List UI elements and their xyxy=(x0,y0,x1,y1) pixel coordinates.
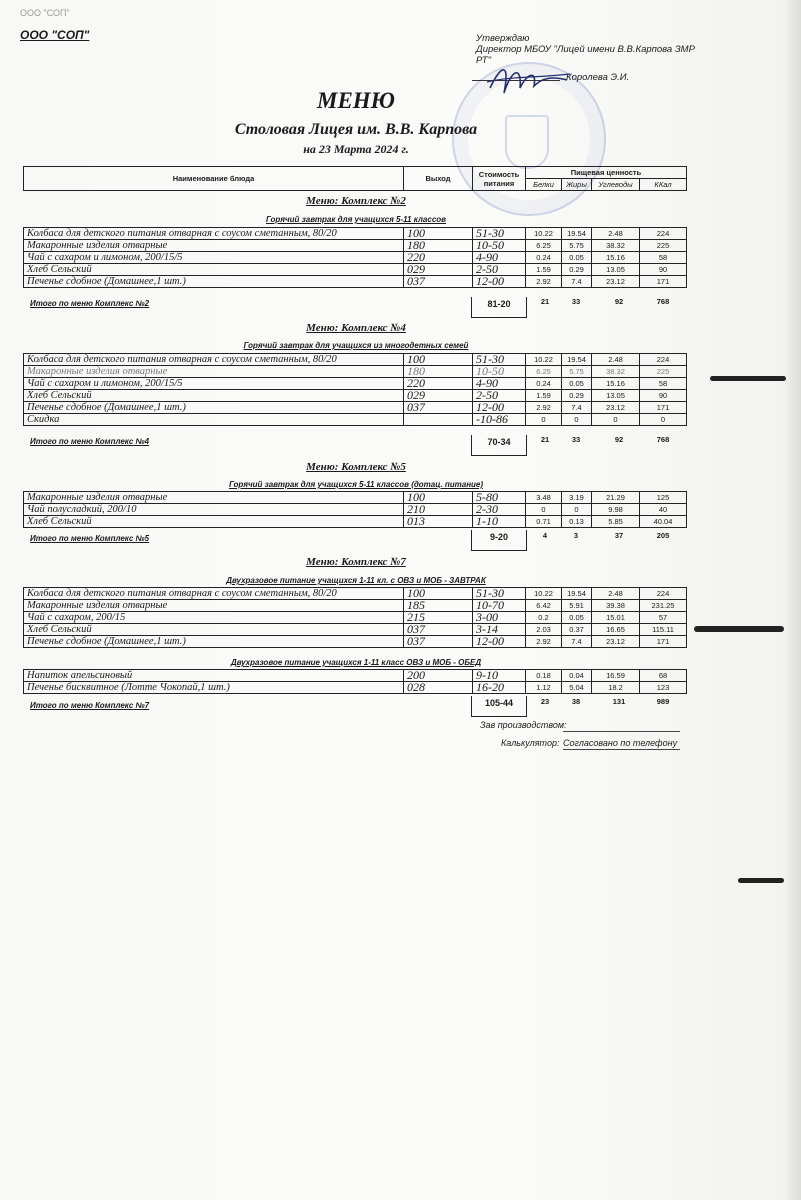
approval-position: Директор МБОУ "Лицей имени В.В.Карпова ЗМР РТ" xyxy=(476,44,695,66)
dish-cost: 12-00 xyxy=(473,636,526,648)
dish-name: Чай полусладкий, 200/10 xyxy=(24,504,404,516)
dish-proteins: 0.2 xyxy=(526,612,562,624)
section-title: Меню: Комплекс №2 xyxy=(306,195,406,207)
document-date: на 23 Марта 2024 г. xyxy=(303,142,409,156)
table-row xyxy=(24,366,687,378)
dish-name: Макаронные изделия отварные xyxy=(24,600,404,612)
dish-output: 037 xyxy=(404,402,473,414)
dish-proteins: 0.24 xyxy=(526,252,562,264)
scan-mark xyxy=(710,376,786,381)
total-kcal: 205 xyxy=(656,531,670,540)
total-fats: 33 xyxy=(571,435,581,444)
dish-name: Напиток апельсиновый xyxy=(24,670,404,682)
dish-cost: 10-50 xyxy=(473,366,526,378)
dish-cost: 1-10 xyxy=(473,516,526,528)
total-carbs: 131 xyxy=(612,697,626,706)
dish-output: 100 xyxy=(404,588,473,600)
scan-mark xyxy=(738,878,784,883)
dish-proteins: 2.03 xyxy=(526,624,562,636)
total-carbs: 37 xyxy=(614,531,624,540)
dish-cost: 12-00 xyxy=(473,276,526,288)
dish-proteins: 0.71 xyxy=(526,516,562,528)
dish-cost: 51-30 xyxy=(473,588,526,600)
dish-carbs: 13.05 xyxy=(592,390,640,402)
dish-proteins: 6.25 xyxy=(526,366,562,378)
dish-name: Печенье сдобное (Домашнее,1 шт.) xyxy=(24,276,404,288)
table-row xyxy=(24,682,687,694)
total-kcal: 768 xyxy=(656,297,670,306)
dish-proteins: 1.59 xyxy=(526,390,562,402)
dish-proteins: 0.18 xyxy=(526,670,562,682)
total-label: Итого по меню Комплекс №2 xyxy=(30,299,150,308)
dish-cost: 5-80 xyxy=(473,492,526,504)
dish-name: Печенье бисквитное (Лотте Чокопай,1 шт.) xyxy=(24,682,404,694)
dish-fats: 5.04 xyxy=(562,682,592,694)
total-proteins: 21 xyxy=(540,297,550,306)
dish-proteins: 2.92 xyxy=(526,402,562,414)
dish-name: Скидка xyxy=(24,414,404,426)
dish-carbs: 23.12 xyxy=(592,636,640,648)
dish-fats: 0 xyxy=(562,414,592,426)
dish-name: Печенье сдобное (Домашнее,1 шт.) xyxy=(24,636,404,648)
dish-kcal: 123 xyxy=(640,682,687,694)
calculator-label: Калькулятор: xyxy=(501,738,560,748)
table-row xyxy=(24,414,687,426)
header-kcal: ККал xyxy=(640,179,687,191)
dish-cost: 4-90 xyxy=(473,378,526,390)
header-cost: Стоимость питания xyxy=(473,167,526,191)
dish-kcal: 0 xyxy=(640,414,687,426)
dish-name: Хлеб Сельский xyxy=(24,624,404,636)
dish-cost: 51-30 xyxy=(473,354,526,366)
scan-mark xyxy=(694,626,784,632)
dish-fats: 7.4 xyxy=(562,276,592,288)
dish-output: 029 xyxy=(404,264,473,276)
dish-cost: 2-50 xyxy=(473,390,526,402)
dish-proteins: 0 xyxy=(526,414,562,426)
menu-table xyxy=(23,491,687,528)
dish-name: Чай с сахаром и лимоном, 200/15/5 xyxy=(24,252,404,264)
dish-kcal: 115.11 xyxy=(640,624,687,636)
dish-output: 028 xyxy=(404,682,473,694)
table-row xyxy=(24,354,687,366)
dish-carbs: 16.59 xyxy=(592,670,640,682)
dish-output: 185 xyxy=(404,600,473,612)
dish-proteins: 1.59 xyxy=(526,264,562,276)
table-row xyxy=(24,378,687,390)
menu-table xyxy=(23,587,687,648)
dish-kcal: 58 xyxy=(640,378,687,390)
dish-output: 100 xyxy=(404,228,473,240)
table-row xyxy=(24,670,687,682)
dish-name: Макаронные изделия отварные xyxy=(24,366,404,378)
table-row xyxy=(24,624,687,636)
dish-name: Печенье сдобное (Домашнее,1 шт.) xyxy=(24,402,404,414)
total-cost: 70-34 xyxy=(471,435,527,456)
dish-carbs: 9.98 xyxy=(592,504,640,516)
dish-carbs: 5.85 xyxy=(592,516,640,528)
section-title: Меню: Комплекс №5 xyxy=(306,461,406,473)
dish-name: Колбаса для детского питания отварная с соусом сметанным, 80/20 xyxy=(24,588,404,600)
dish-kcal: 224 xyxy=(640,228,687,240)
page-edge xyxy=(786,0,801,1200)
dish-proteins: 10.22 xyxy=(526,354,562,366)
dish-carbs: 16.65 xyxy=(592,624,640,636)
dish-carbs: 18.2 xyxy=(592,682,640,694)
dish-kcal: 125 xyxy=(640,492,687,504)
dish-proteins: 3.48 xyxy=(526,492,562,504)
dish-name: Хлеб Сельский xyxy=(24,390,404,402)
document-title: МЕНЮ xyxy=(317,88,395,113)
dish-fats: 3.19 xyxy=(562,492,592,504)
dish-carbs: 21.29 xyxy=(592,492,640,504)
dish-output: 200 xyxy=(404,670,473,682)
dish-fats: 0.29 xyxy=(562,390,592,402)
dish-fats: 0.29 xyxy=(562,264,592,276)
section-subtitle: Двухразовое питание учащихся 1-11 класс ОВЗ и МОБ - ОБЕД xyxy=(230,658,482,667)
table-row xyxy=(24,516,687,528)
dish-fats: 7.4 xyxy=(562,636,592,648)
total-carbs: 92 xyxy=(614,435,624,444)
dish-carbs: 15.16 xyxy=(592,252,640,264)
total-label: Итого по меню Комплекс №7 xyxy=(30,701,150,710)
dish-output: 180 xyxy=(404,240,473,252)
total-label: Итого по меню Комплекс №4 xyxy=(30,437,150,446)
total-carbs: 92 xyxy=(614,297,624,306)
header-nutrition: Пищевая ценность xyxy=(526,167,687,179)
table-row xyxy=(24,228,687,240)
total-proteins: 23 xyxy=(540,697,550,706)
dish-proteins: 2.92 xyxy=(526,636,562,648)
dish-kcal: 224 xyxy=(640,588,687,600)
dish-carbs: 38.32 xyxy=(592,240,640,252)
section-subtitle: Горячий завтрак для учащихся 5-11 классов (дотац. питание) xyxy=(228,480,484,489)
dish-carbs: 23.12 xyxy=(592,402,640,414)
menu-table xyxy=(23,353,687,426)
dish-proteins: 1.12 xyxy=(526,682,562,694)
dish-cost: 10-70 xyxy=(473,600,526,612)
dish-fats: 0.05 xyxy=(562,252,592,264)
dish-name: Чай с сахаром и лимоном, 200/15/5 xyxy=(24,378,404,390)
dish-carbs: 23.12 xyxy=(592,276,640,288)
dish-kcal: 225 xyxy=(640,240,687,252)
dish-kcal: 57 xyxy=(640,612,687,624)
header-proteins: Белки xyxy=(526,179,562,191)
dish-output: 215 xyxy=(404,612,473,624)
dish-carbs: 0 xyxy=(592,414,640,426)
dish-fats: 0.05 xyxy=(562,378,592,390)
dish-output: 037 xyxy=(404,624,473,636)
dish-fats: 0.05 xyxy=(562,612,592,624)
dish-name: Хлеб Сельский xyxy=(24,516,404,528)
dish-output: 210 xyxy=(404,504,473,516)
dish-output: 013 xyxy=(404,516,473,528)
total-cost: 9-20 xyxy=(471,530,527,551)
total-fats: 3 xyxy=(573,531,579,540)
dish-fats: 5.91 xyxy=(562,600,592,612)
dish-cost: 4-90 xyxy=(473,252,526,264)
dish-name: Чай с сахаром, 200/15 xyxy=(24,612,404,624)
document-subtitle: Столовая Лицея им. В.В. Карпова xyxy=(234,121,478,138)
table-row xyxy=(24,264,687,276)
dish-output: 180 xyxy=(404,366,473,378)
menu-table xyxy=(23,669,687,694)
dish-output: 220 xyxy=(404,252,473,264)
dish-fats: 5.75 xyxy=(562,366,592,378)
dish-carbs: 15.16 xyxy=(592,378,640,390)
dish-carbs: 2.48 xyxy=(592,354,640,366)
total-cost: 81-20 xyxy=(471,297,527,318)
menu-table-header xyxy=(23,166,687,191)
total-proteins: 4 xyxy=(542,531,548,540)
section-title: Меню: Комплекс №7 xyxy=(306,556,406,568)
section-subtitle: Горячий завтрак для учащихся из многодетных семей xyxy=(243,341,469,350)
approver-name: Королева Э.И. xyxy=(566,72,630,83)
dish-kcal: 68 xyxy=(640,670,687,682)
approval-heading: Утверждаю xyxy=(476,33,530,44)
table-row xyxy=(24,252,687,264)
dish-carbs: 2.48 xyxy=(592,228,640,240)
dish-cost: 9-10 xyxy=(473,670,526,682)
dish-kcal: 231.25 xyxy=(640,600,687,612)
dish-output xyxy=(404,414,473,426)
dish-proteins: 10.22 xyxy=(526,228,562,240)
dish-cost: 2-30 xyxy=(473,504,526,516)
header-carbs: Углеводы xyxy=(592,179,640,191)
dish-cost: 10-50 xyxy=(473,240,526,252)
dish-fats: 5.75 xyxy=(562,240,592,252)
dish-name: Хлеб Сельский xyxy=(24,264,404,276)
dish-kcal: 171 xyxy=(640,636,687,648)
dish-fats: 19.54 xyxy=(562,588,592,600)
dish-fats: 0.13 xyxy=(562,516,592,528)
table-row xyxy=(24,636,687,648)
dish-cost: 3-14 xyxy=(473,624,526,636)
dish-output: 037 xyxy=(404,636,473,648)
header-fats: Жиры xyxy=(562,179,592,191)
table-row xyxy=(24,240,687,252)
dish-fats: 19.54 xyxy=(562,228,592,240)
organization-name: ООО "СОП" xyxy=(20,28,90,42)
dish-name: Колбаса для детского питания отварная с соусом сметанным, 80/20 xyxy=(24,354,404,366)
dish-kcal: 90 xyxy=(640,390,687,402)
dish-cost: -10-86 xyxy=(473,414,526,426)
menu-table xyxy=(23,227,687,288)
header-dish: Наименование блюда xyxy=(24,167,404,191)
dish-proteins: 2.92 xyxy=(526,276,562,288)
section-subtitle: Двухразовое питание учащихся 1-11 кл. с ОВЗ и МОБ - ЗАВТРАК xyxy=(226,576,486,585)
total-fats: 33 xyxy=(571,297,581,306)
table-row xyxy=(24,612,687,624)
table-row xyxy=(24,390,687,402)
total-cost: 105-44 xyxy=(471,696,527,717)
table-row xyxy=(24,588,687,600)
dish-proteins: 6.25 xyxy=(526,240,562,252)
dish-fats: 19.54 xyxy=(562,354,592,366)
table-row xyxy=(24,276,687,288)
dish-name: Макаронные изделия отварные xyxy=(24,492,404,504)
dish-kcal: 40.04 xyxy=(640,516,687,528)
dish-cost: 16-20 xyxy=(473,682,526,694)
dish-proteins: 0 xyxy=(526,504,562,516)
header-output: Выход xyxy=(404,167,473,191)
dish-fats: 0.04 xyxy=(562,670,592,682)
total-proteins: 21 xyxy=(540,435,550,444)
dish-proteins: 6.42 xyxy=(526,600,562,612)
dish-output: 037 xyxy=(404,276,473,288)
total-fats: 38 xyxy=(571,697,581,706)
dish-carbs: 39.38 xyxy=(592,600,640,612)
dish-cost: 2-50 xyxy=(473,264,526,276)
dish-fats: 7.4 xyxy=(562,402,592,414)
dish-kcal: 225 xyxy=(640,366,687,378)
dish-proteins: 0.24 xyxy=(526,378,562,390)
calculator-signature-line xyxy=(563,749,680,750)
dish-output: 220 xyxy=(404,378,473,390)
total-kcal: 989 xyxy=(656,697,670,706)
table-row xyxy=(24,402,687,414)
top-clipped-text: ООО "СОП" xyxy=(20,8,70,18)
dish-carbs: 2.48 xyxy=(592,588,640,600)
dish-carbs: 15.01 xyxy=(592,612,640,624)
production-label: Зав производством: xyxy=(480,720,567,730)
dish-name: Макаронные изделия отварные xyxy=(24,240,404,252)
table-row xyxy=(24,492,687,504)
dish-cost: 12-00 xyxy=(473,402,526,414)
dish-proteins: 10.22 xyxy=(526,588,562,600)
dish-kcal: 171 xyxy=(640,276,687,288)
table-row xyxy=(24,600,687,612)
section-subtitle: Горячий завтрак для учащихся 5-11 классов xyxy=(266,215,446,224)
dish-kcal: 224 xyxy=(640,354,687,366)
dish-fats: 0 xyxy=(562,504,592,516)
dish-output: 100 xyxy=(404,354,473,366)
dish-carbs: 13.05 xyxy=(592,264,640,276)
dish-fats: 0.37 xyxy=(562,624,592,636)
dish-carbs: 38.32 xyxy=(592,366,640,378)
dish-cost: 3-00 xyxy=(473,612,526,624)
production-signature-line xyxy=(563,731,680,732)
dish-name: Колбаса для детского питания отварная с соусом сметанным, 80/20 xyxy=(24,228,404,240)
calculator-value: Согласовано по телефону xyxy=(563,738,678,748)
total-kcal: 768 xyxy=(656,435,670,444)
dish-cost: 51-30 xyxy=(473,228,526,240)
dish-output: 100 xyxy=(404,492,473,504)
dish-kcal: 171 xyxy=(640,402,687,414)
dish-kcal: 90 xyxy=(640,264,687,276)
dish-kcal: 58 xyxy=(640,252,687,264)
table-row xyxy=(24,504,687,516)
dish-output: 029 xyxy=(404,390,473,402)
dish-kcal: 40 xyxy=(640,504,687,516)
section-title: Меню: Комплекс №4 xyxy=(306,322,406,334)
total-label: Итого по меню Комплекс №5 xyxy=(30,534,150,543)
